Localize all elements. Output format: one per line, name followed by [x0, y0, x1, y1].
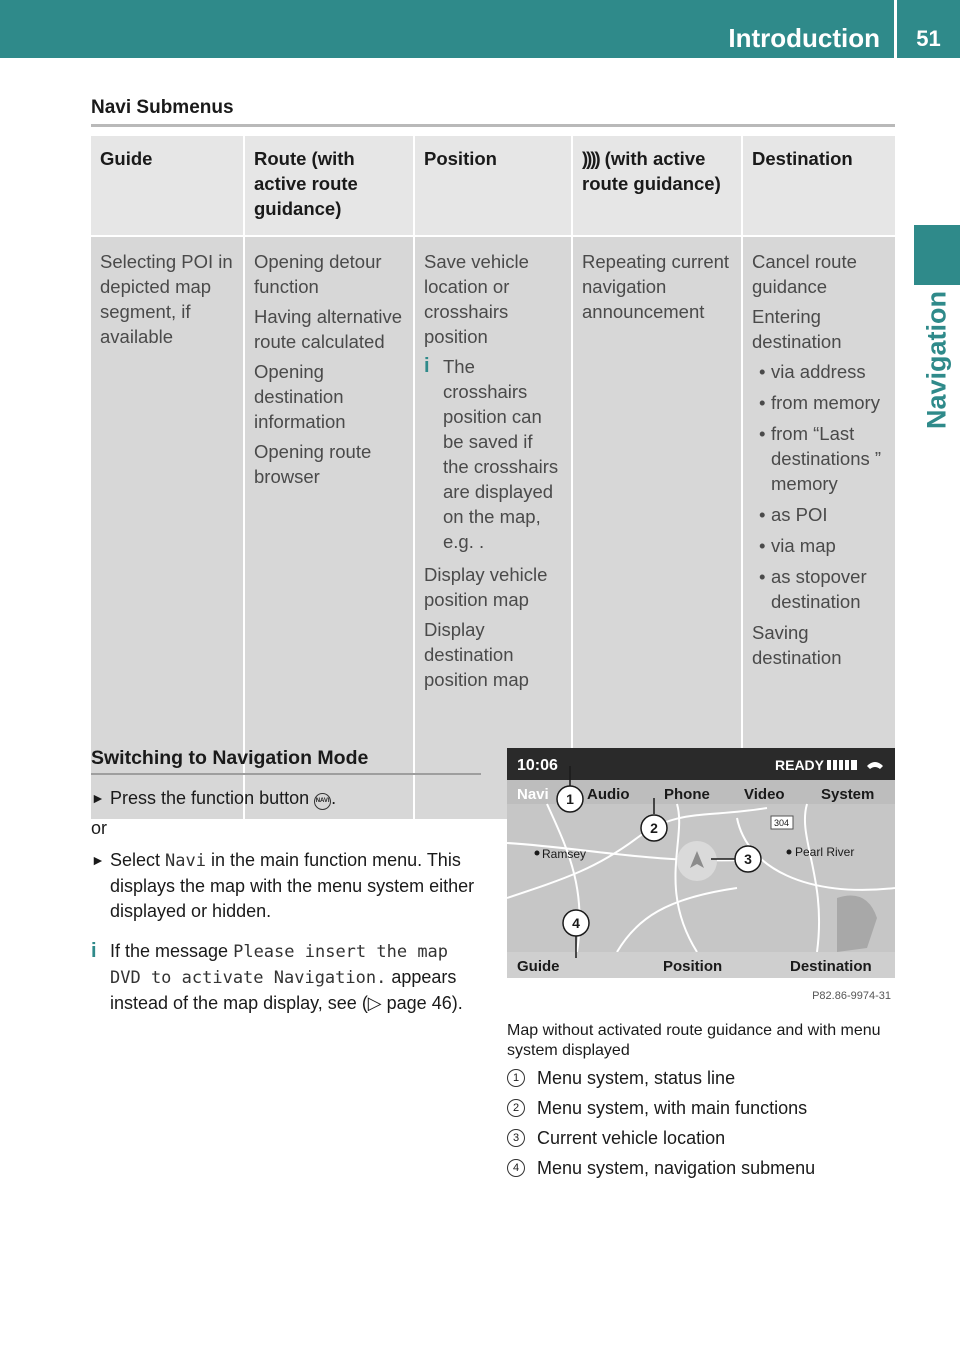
section-heading: Switching to Navigation Mode: [91, 747, 369, 769]
destination-item: Saving destination: [752, 622, 842, 668]
figure-caption: Map without activated route guidance and with menu system displayed: [507, 1022, 881, 1059]
column-header-guide: Guide: [91, 136, 244, 236]
status-time: 10:06: [517, 757, 558, 774]
step-text-post: in the main function menu. This displays the map with the menu system either displayed or hidden.: [110, 850, 475, 921]
road-sign-label: 304: [774, 818, 790, 828]
announcement-item: Repeating current navigation announcement: [582, 251, 730, 322]
instruction-step: [91, 786, 481, 811]
place-ramsey: Ramsey: [542, 847, 587, 861]
step-arrow-icon: ►: [91, 790, 105, 806]
info-icon: i: [91, 940, 97, 962]
position-note-text: The crosshairs position can be saved if the crosshairs are displayed on the map, e.g. .: [443, 356, 559, 552]
menu-phone: Phone: [664, 786, 710, 803]
callout-number: 4: [572, 915, 580, 931]
table-title-rule: [91, 124, 895, 127]
instruction-step: [91, 848, 481, 924]
figure-reference: P82.86-9974-31: [812, 990, 891, 1002]
step-text-pre: Select: [110, 850, 161, 870]
menu-navi: Navi: [517, 786, 549, 803]
legend-text: Menu system, with main functions: [537, 1098, 808, 1118]
position-item: Display vehicle position map: [424, 564, 548, 610]
callout-number: 3: [744, 851, 752, 867]
page-header-bar: [0, 0, 960, 58]
message-code: Please insert the map DVD to activate Navigation.: [110, 942, 449, 988]
callout-3: [735, 846, 761, 872]
step-text: Press the function button: [110, 788, 310, 808]
position-cell: [414, 236, 572, 819]
position-item: Display destination position map: [424, 619, 529, 690]
route-cell: [244, 236, 414, 819]
section-rule: [91, 773, 481, 775]
callout-1: [557, 786, 583, 812]
or-separator: or: [91, 818, 108, 838]
guide-cell: [91, 236, 244, 819]
step-arrow-icon: ►: [91, 852, 105, 868]
table-row: [91, 236, 895, 819]
place-marker: [535, 851, 540, 856]
legend-number: 2: [507, 1099, 525, 1117]
menu-system: System: [821, 786, 875, 803]
legend-item: [507, 1096, 897, 1120]
column-header-announcement-label: (with active route guidance): [582, 148, 721, 194]
legend-number: 1: [507, 1069, 525, 1087]
table-title: Navi Submenus: [91, 97, 234, 118]
legend-number: 4: [507, 1159, 525, 1177]
position-note: [424, 354, 563, 554]
route-item: Opening destination information: [254, 361, 346, 432]
column-header-announcement: [572, 136, 742, 236]
legend-item: [507, 1126, 897, 1150]
callout-number: 2: [650, 820, 658, 836]
destination-bullet: • from “Last destinations ” memory: [752, 421, 887, 496]
navi-submenus-table: [91, 136, 895, 819]
destination-bullet: • as POI: [752, 502, 887, 527]
page-number: 51: [916, 26, 941, 51]
destination-bullet: • via map: [752, 533, 887, 558]
side-tab-marker: [914, 225, 960, 285]
column-header-route: Route (with active route guidance): [244, 136, 414, 236]
info-icon: i: [424, 355, 430, 377]
menu-video: Video: [744, 786, 785, 803]
position-item: Save vehicle location or crosshairs position: [424, 251, 529, 347]
submenu-position: Position: [663, 958, 723, 975]
status-ready: READY: [775, 757, 825, 773]
legend-text: Current vehicle location: [537, 1128, 726, 1148]
destination-bullet: • as stopover destination: [752, 564, 887, 614]
info-text-pre: If the message: [110, 941, 229, 961]
destination-bullet: • via address: [752, 359, 887, 384]
destination-item: Entering destination: [752, 306, 842, 352]
route-item: Having alternative route calculated: [254, 306, 403, 352]
menu-item-code: Navi: [165, 851, 206, 871]
destination-item: Cancel route guidance: [752, 251, 857, 297]
submenu-guide: Guide: [517, 958, 560, 975]
legend-text: Menu system, navigation submenu: [537, 1158, 816, 1178]
legend-item: [507, 1066, 897, 1090]
destination-cell: [742, 236, 895, 819]
destination-bullet: • from memory: [752, 390, 887, 415]
announcement-cell: [572, 236, 742, 819]
legend-item: [507, 1156, 897, 1180]
navigation-screen-figure: [507, 748, 895, 1003]
place-marker: [787, 850, 792, 855]
submenu-destination: Destination: [790, 958, 872, 975]
navi-button-icon: NAVI: [314, 793, 331, 810]
menu-audio: Audio: [587, 786, 630, 803]
voice-announcement-icon: )))): [582, 148, 599, 169]
column-header-position: Position: [414, 136, 572, 236]
column-header-destination: Destination: [742, 136, 895, 236]
step-end: .: [331, 788, 337, 808]
route-item: Opening detour function: [254, 251, 382, 297]
callout-number: 1: [566, 791, 574, 807]
info-text-post: appears instead of the map display, see (▷ page 46).: [110, 967, 463, 1013]
info-note: [91, 939, 471, 1016]
route-item: Opening route browser: [254, 441, 372, 487]
legend-text: Menu system, status line: [537, 1068, 736, 1088]
side-section-label: Navigation: [921, 290, 952, 430]
screen-svg: [507, 748, 895, 1003]
table-header-row: [91, 136, 895, 236]
guide-item: Selecting POI in depicted map segment, if available: [100, 251, 233, 347]
callout-4: [563, 910, 589, 936]
place-pearl-river: Pearl River: [795, 845, 855, 859]
legend-number: 3: [507, 1129, 525, 1147]
callout-2: [641, 815, 667, 841]
chapter-title: Introduction: [728, 23, 880, 53]
